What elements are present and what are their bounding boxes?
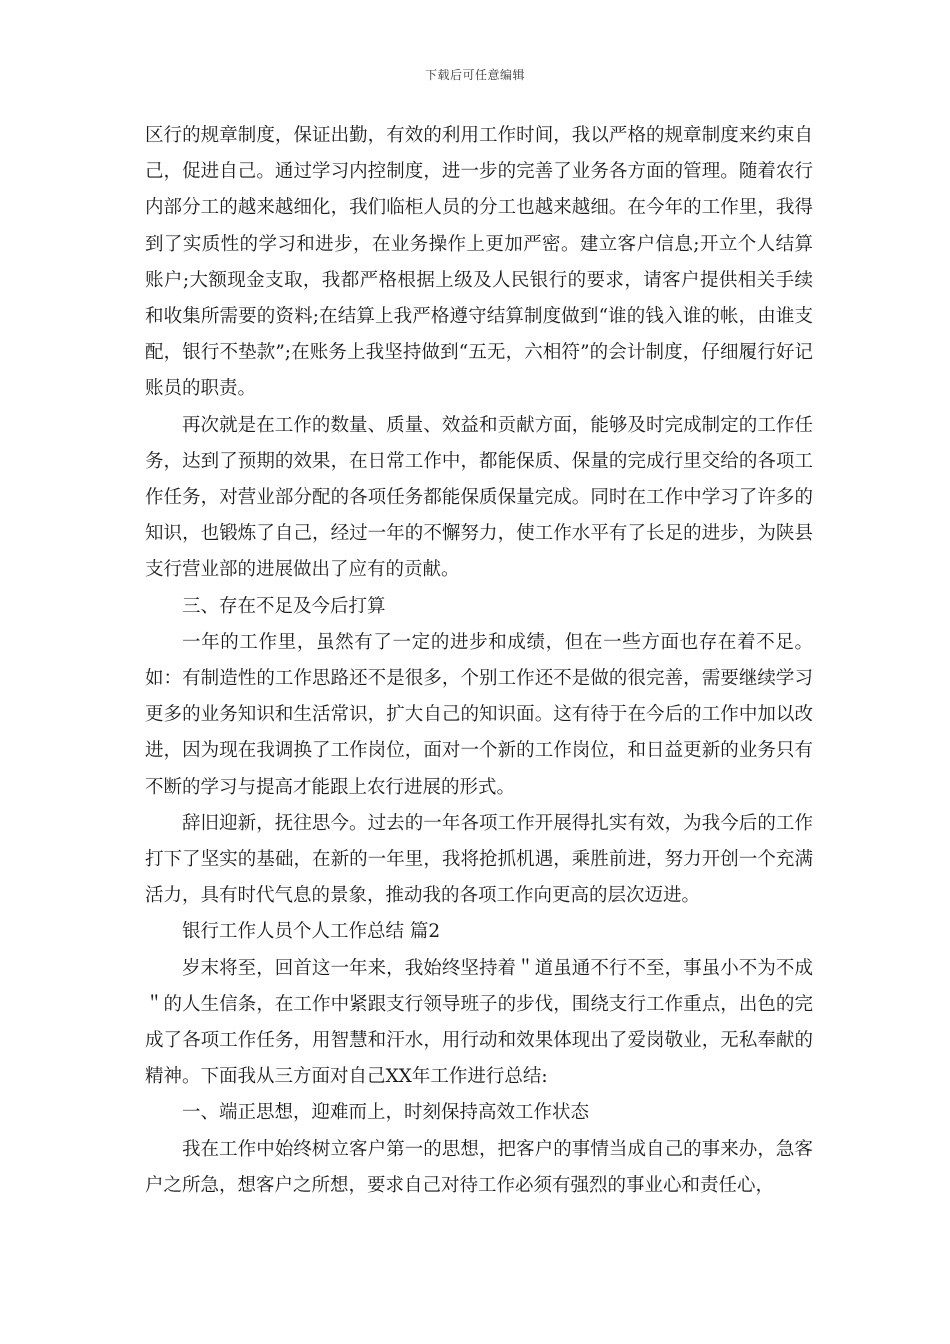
page-header: 下载后可任意编辑 — [424, 68, 525, 82]
document-body — [145, 118, 813, 1204]
paragraph-continued: 区行的规章制度，保证出勤，有效的利用工作时间，我以严格的规章制度来约束自己，促进自己。通过学习内控制度，进一步的完善了业务各方面的管理。随着农行内部分工的越来越细化，我们临柜人员的分工也越来越细。在今年的工作里，我得到了实质性的学习和进步，在业务操作上更加严密。建立客户信息;开立个人结算账户;大额现金支取，我都严格根据上级及人民银行的要求，请客户提供相关手续和收集所需要的资料;在结算上我严格遵守结算制度做到“谁的钱入谁的帐，由谁支配，银行不垫款”;在账务上我坚持做到“五无，六相符”的会计制度，仔细履行好记账员的职责。 — [145, 125, 813, 400]
paragraph: 再次就是在工作的数量、质量、效益和贡献方面，能够及时完成制定的工作任务，达到了预期的效果，在日常工作中，都能保质、保量的完成行里交给的各项工作任务，对营业部分配的各项任务都能保质保量完成。同时在工作中学习了许多的知识，也锻炼了自己，经过一年的不懈努力，使工作水平有了长足的进步，为陕县支行营业部的进展做出了应有的贡献。 — [145, 414, 813, 581]
paragraph: 岁末将至，回首这一年来，我始终坚持着＂道虽通不行不至，事虽小不为不成＂的人生信条，在工作中紧跟支行领导班子的步伐，围绕支行工作重点，出色的完成了各项工作任务，用智慧和汗水，用行动和效果体现出了爱岗敬业，无私奉献的精神。下面我从三方面对自己XX年工作进行总结: — [145, 957, 813, 1088]
paragraph: 一年的工作里，虽然有了一定的进步和成绩，但在一些方面也存在着不足。如：有制造性的工作思路还不是很多，个别工作还不是做的很完善，需要继续学习更多的业务知识和生活常识，扩大自己的知识面。这有待于在今后的工作中加以改进，因为现在我调换了工作岗位，面对一个新的工作岗位，和日益更新的业务只有不断的学习与提高才能跟上农行进展的形式。 — [145, 631, 813, 798]
section-heading: 三、存在不足及今后打算 — [182, 595, 386, 617]
article-title: 银行工作人员个人工作总结 篇2 — [182, 921, 441, 943]
paragraph: 我在工作中始终树立客户第一的思想，把客户的事情当成自己的事来办，急客户之所急，想客户之所想，要求自己对待工作必须有强烈的事业心和责任心， — [145, 1138, 813, 1196]
section-heading: 一、端正思想，迎难而上，时刻保持高效工作状态 — [182, 1102, 590, 1124]
paragraph: 辞旧迎新，抚往思今。过去的一年各项工作开展得扎实有效，为我今后的工作打下了坚实的基础，在新的一年里，我将抢抓机遇，乘胜前进，努力开创一个充满活力，具有时代气息的景象，推动我的各项工作向更高的层次迈进。 — [145, 812, 813, 907]
